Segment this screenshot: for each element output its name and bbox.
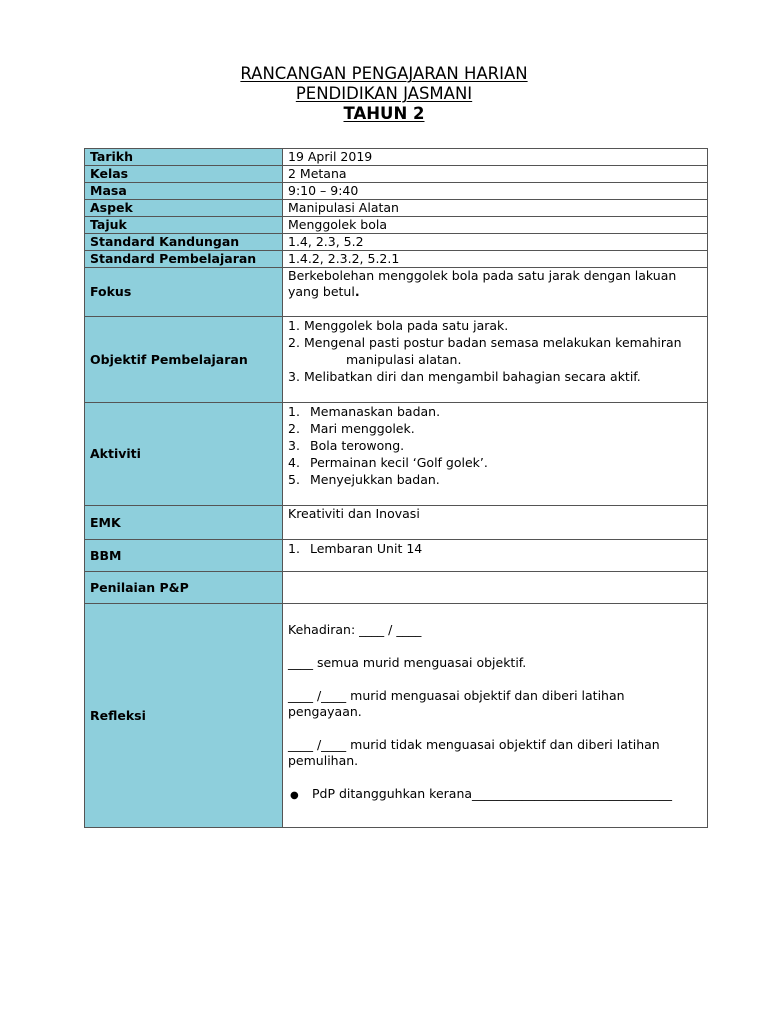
value-emk: Kreativiti dan Inovasi — [283, 506, 708, 540]
list-item — [288, 317, 702, 334]
fokus-end-mark: . — [354, 284, 360, 299]
list-item-text: Memanaskan badan. — [310, 404, 441, 419]
refleksi-ditangguhkan-text: PdP ditangguhkan kerana________________________________ — [312, 786, 673, 801]
list-item-text: Menyejukkan badan. — [310, 472, 440, 487]
list-item-text: Melibatkan diri dan mengambil bahagian secara aktif. — [304, 369, 641, 384]
row-refleksi — [85, 604, 708, 828]
row-tajuk — [85, 217, 708, 234]
label-bbm: BBM — [85, 540, 283, 572]
row-kelas — [85, 166, 708, 183]
value-aktiviti — [283, 403, 708, 506]
refleksi-ditangguhkan — [288, 786, 702, 804]
label-standard-kandungan: Standard Kandungan — [85, 234, 283, 251]
label-kelas: Kelas — [85, 166, 283, 183]
row-emk — [85, 506, 708, 540]
list-item-text: Mengenal pasti postur badan semasa melakukan kemahiran — [304, 335, 682, 350]
aktiviti-list — [288, 403, 702, 488]
list-item — [288, 368, 702, 385]
list-item-number: 1. — [288, 318, 300, 333]
value-fokus — [283, 268, 708, 317]
row-aspek — [85, 200, 708, 217]
refleksi-semua: ____ semua murid menguasai objektif. — [288, 655, 527, 670]
list-item-number: 1. — [288, 541, 300, 556]
label-aspek: Aspek — [85, 200, 283, 217]
label-fokus: Fokus — [85, 268, 283, 317]
row-tarikh — [85, 149, 708, 166]
list-item-text: Bola terowong. — [310, 438, 405, 453]
row-penilaian — [85, 572, 708, 604]
list-item-text: Mari menggolek. — [310, 421, 415, 436]
refleksi-kehadiran: Kehadiran: ____ / ____ — [288, 622, 422, 637]
objektif-list — [288, 317, 702, 385]
row-standard-pembelajaran — [85, 251, 708, 268]
document-title — [0, 64, 768, 124]
list-item — [288, 471, 702, 488]
label-masa: Masa — [85, 183, 283, 200]
label-penilaian: Penilaian P&P — [85, 572, 283, 604]
list-item-number: 4. — [288, 455, 300, 470]
value-aspek: Manipulasi Alatan — [283, 200, 708, 217]
row-bbm — [85, 540, 708, 572]
label-objektif: Objektif Pembelajaran — [85, 317, 283, 403]
bbm-list — [288, 540, 702, 557]
row-aktiviti — [85, 403, 708, 506]
value-bbm — [283, 540, 708, 572]
list-item-number: 3. — [288, 369, 300, 384]
list-item-number: 2. — [288, 421, 300, 436]
list-item-text: Lembaran Unit 14 — [310, 541, 423, 556]
value-tajuk: Menggolek bola — [283, 217, 708, 234]
list-item-text: Permainan kecil ‘Golf golek’. — [310, 455, 488, 470]
value-masa: 9:10 – 9:40 — [283, 183, 708, 200]
value-standard-kandungan: 1.4, 2.3, 5.2 — [283, 234, 708, 251]
refleksi-pemulihan: ____ /____ murid tidak menguasai objektif dan diberi latihan pemulihan. — [288, 737, 660, 768]
value-tarikh: 19 April 2019 — [283, 149, 708, 166]
list-item — [288, 540, 702, 557]
list-item — [288, 420, 702, 437]
title-line-2: PENDIDIKAN JASMANI — [295, 84, 473, 103]
row-objektif — [85, 317, 708, 403]
row-masa — [85, 183, 708, 200]
label-aktiviti: Aktiviti — [85, 403, 283, 506]
title-line-3: TAHUN 2 — [343, 104, 425, 123]
row-standard-kandungan — [85, 234, 708, 251]
list-item-text: Menggolek bola pada satu jarak. — [304, 318, 509, 333]
label-tajuk: Tajuk — [85, 217, 283, 234]
list-item — [288, 437, 702, 454]
value-objektif — [283, 317, 708, 403]
title-line-1: RANCANGAN PENGAJARAN HARIAN — [240, 64, 528, 83]
list-item-number: 3. — [288, 438, 300, 453]
list-item-number: 5. — [288, 472, 300, 487]
label-tarikh: Tarikh — [85, 149, 283, 166]
refleksi-content — [288, 604, 702, 818]
value-refleksi — [283, 604, 708, 828]
list-item — [288, 454, 702, 471]
list-item-continuation — [288, 351, 702, 368]
label-standard-pembelajaran: Standard Pembelajaran — [85, 251, 283, 268]
list-item — [288, 334, 702, 351]
row-fokus — [85, 268, 708, 317]
list-item-number: 1. — [288, 404, 300, 419]
bullet-icon: ● — [290, 790, 299, 801]
value-penilaian — [283, 572, 708, 604]
fokus-text: Berkebolehan menggolek bola pada satu jarak dengan lakuan yang betul — [288, 268, 677, 299]
refleksi-pengayaan: ____ /____ murid menguasai objektif dan diberi latihan pengayaan. — [288, 688, 625, 719]
list-item-number: 2. — [288, 335, 300, 350]
value-kelas: 2 Metana — [283, 166, 708, 183]
value-standard-pembelajaran: 1.4.2, 2.3.2, 5.2.1 — [283, 251, 708, 268]
list-item-continuation-text: manipulasi alatan. — [346, 352, 462, 367]
list-item — [288, 403, 702, 420]
label-emk: EMK — [85, 506, 283, 540]
lesson-plan-table — [84, 148, 708, 828]
label-refleksi: Refleksi — [85, 604, 283, 828]
